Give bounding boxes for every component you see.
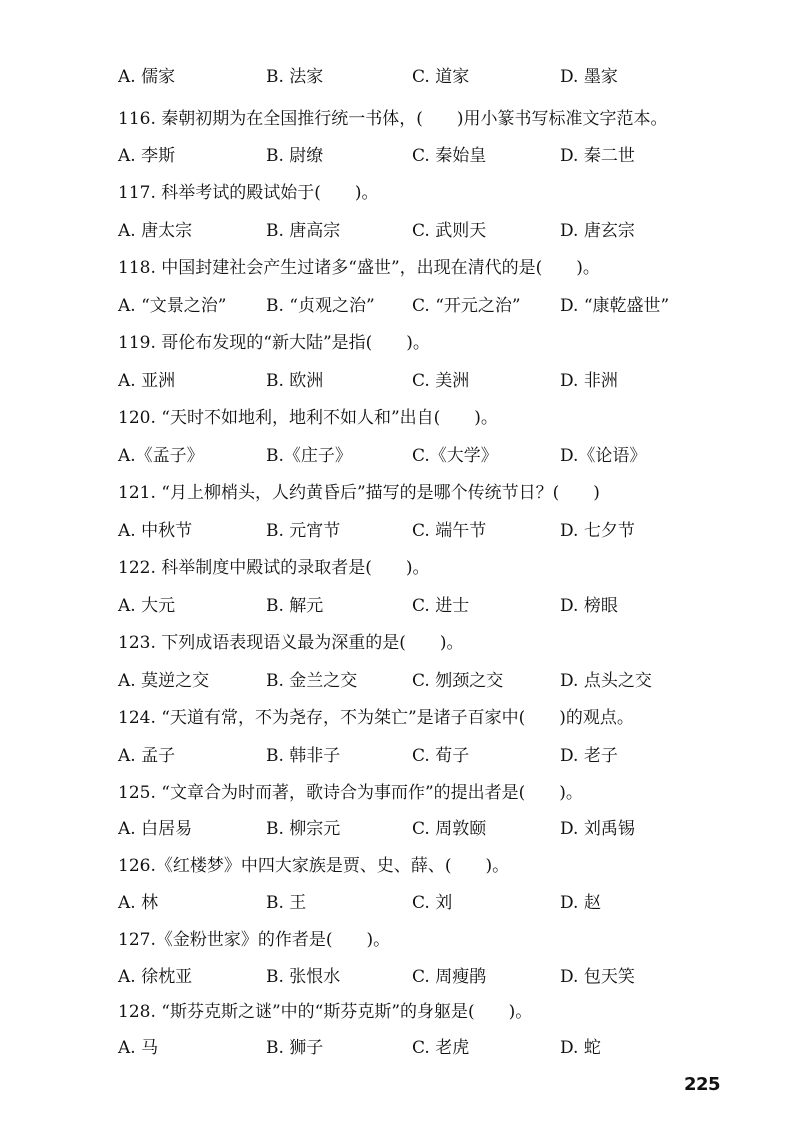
option-b: B. 狮子 bbox=[266, 1038, 324, 1058]
option-row-126 bbox=[0, 892, 800, 916]
option-a: A. 马 bbox=[118, 1038, 159, 1058]
question-125-stem: 125. “文章合为时而著，歌诗合为事而作”的提出者是( )。 bbox=[118, 783, 583, 803]
option-b: B. 欧洲 bbox=[266, 371, 324, 391]
option-a: A. 唐太宗 bbox=[118, 221, 193, 241]
option-b: B. 元宵节 bbox=[266, 521, 341, 541]
question-122-stem: 122. 科举制度中殿试的录取者是( )。 bbox=[118, 558, 430, 578]
option-c: C. 老虎 bbox=[412, 1038, 470, 1058]
option-b: B. 金兰之交 bbox=[266, 671, 358, 691]
option-d: D. 点头之交 bbox=[560, 671, 652, 691]
option-b: B. 柳宗元 bbox=[266, 819, 341, 839]
question-124-stem: 124. “天道有常，不为尧存，不为桀亡”是诸子百家中( )的观点。 bbox=[118, 708, 634, 728]
option-d: D. 秦二世 bbox=[560, 146, 635, 166]
option-row-117 bbox=[0, 220, 800, 244]
option-d: D. 老子 bbox=[560, 746, 618, 766]
option-row-120 bbox=[0, 445, 800, 469]
question-117-stem: 117. 科举考试的殿试始于( )。 bbox=[118, 183, 379, 203]
option-c: C. 进士 bbox=[412, 596, 470, 616]
option-a: A. 徐枕亚 bbox=[118, 967, 193, 987]
option-row-128 bbox=[0, 1037, 800, 1061]
option-d: D. 榜眼 bbox=[560, 596, 618, 616]
option-a: A. 林 bbox=[118, 893, 159, 913]
option-a: A. 亚洲 bbox=[118, 371, 176, 391]
option-a: A. 儒家 bbox=[118, 67, 176, 87]
question-121-stem: 121. “月上柳梢头，人约黄昏后”描写的是哪个传统节日？( ) bbox=[118, 483, 600, 503]
page-number: 225 bbox=[684, 1074, 721, 1095]
option-d: D. 刘禹锡 bbox=[560, 819, 635, 839]
option-a: A. 大元 bbox=[118, 596, 176, 616]
option-d: D. 包天笑 bbox=[560, 967, 635, 987]
option-d: D. 唐玄宗 bbox=[560, 221, 635, 241]
option-d: D. 七夕节 bbox=[560, 521, 635, 541]
option-c: C. 荀子 bbox=[412, 746, 470, 766]
question-118-stem: 118. 中国封建社会产生过诸多“盛世”，出现在清代的是( )。 bbox=[118, 258, 600, 278]
option-row-prev bbox=[0, 66, 800, 90]
option-b: B. 尉缭 bbox=[266, 146, 324, 166]
option-a: A. 孟子 bbox=[118, 746, 176, 766]
option-b: B. 王 bbox=[266, 893, 307, 913]
option-b: B. 解元 bbox=[266, 596, 324, 616]
question-120-stem: 120. “天时不如地利，地利不如人和”出自( )。 bbox=[118, 408, 498, 428]
option-a: A.《孟子》 bbox=[118, 446, 204, 466]
option-d: D. 墨家 bbox=[560, 67, 618, 87]
option-row-123 bbox=[0, 670, 800, 694]
option-b: B. 韩非子 bbox=[266, 746, 341, 766]
option-d: D. 非洲 bbox=[560, 371, 618, 391]
option-b: B.《庄子》 bbox=[266, 446, 352, 466]
option-b: B. “贞观之治” bbox=[266, 296, 375, 316]
option-c: C. 秦始皇 bbox=[412, 146, 487, 166]
option-d: D.《论语》 bbox=[560, 446, 647, 466]
question-123-stem: 123. 下列成语表现语义最为深重的是( )。 bbox=[118, 633, 464, 653]
question-116-stem: 116. 秦朝初期为在全国推行统一书体，( )用小篆书写标准文字范本。 bbox=[118, 109, 668, 129]
option-b: B. 法家 bbox=[266, 67, 324, 87]
option-c: C. 刘 bbox=[412, 893, 453, 913]
question-128-stem: 128. “斯芬克斯之谜”中的“斯芬克斯”的身躯是( )。 bbox=[118, 1002, 533, 1022]
option-row-124 bbox=[0, 745, 800, 769]
option-a: A. “文景之治” bbox=[118, 296, 227, 316]
option-row-116 bbox=[0, 145, 800, 169]
option-a: A. 李斯 bbox=[118, 146, 176, 166]
option-d: D. “康乾盛世” bbox=[560, 296, 670, 316]
option-a: A. 莫逆之交 bbox=[118, 671, 210, 691]
option-a: A. 白居易 bbox=[118, 819, 193, 839]
option-c: C. “开元之治” bbox=[412, 296, 521, 316]
option-c: C. 道家 bbox=[412, 67, 470, 87]
option-row-125 bbox=[0, 818, 800, 842]
option-d: D. 赵 bbox=[560, 893, 601, 913]
question-126-stem: 126.《红楼梦》中四大家族是贾、史、薛、( )。 bbox=[118, 856, 510, 876]
option-c: C. 美洲 bbox=[412, 371, 470, 391]
option-c: C. 端午节 bbox=[412, 521, 487, 541]
option-c: C. 周敦颐 bbox=[412, 819, 487, 839]
option-a: A. 中秋节 bbox=[118, 521, 193, 541]
option-row-119 bbox=[0, 370, 800, 394]
option-c: C. 刎颈之交 bbox=[412, 671, 504, 691]
option-row-121 bbox=[0, 520, 800, 544]
option-c: C. 周瘦鹃 bbox=[412, 967, 487, 987]
question-127-stem: 127.《金粉世家》的作者是( )。 bbox=[118, 930, 391, 950]
option-b: B. 唐高宗 bbox=[266, 221, 341, 241]
option-d: D. 蛇 bbox=[560, 1038, 601, 1058]
option-row-127 bbox=[0, 966, 800, 990]
question-119-stem: 119. 哥伦布发现的“新大陆”是指( )。 bbox=[118, 333, 430, 353]
option-row-122 bbox=[0, 595, 800, 619]
option-c: C. 武则天 bbox=[412, 221, 487, 241]
option-c: C.《大学》 bbox=[412, 446, 498, 466]
option-row-118 bbox=[0, 295, 800, 319]
option-b: B. 张恨水 bbox=[266, 967, 341, 987]
